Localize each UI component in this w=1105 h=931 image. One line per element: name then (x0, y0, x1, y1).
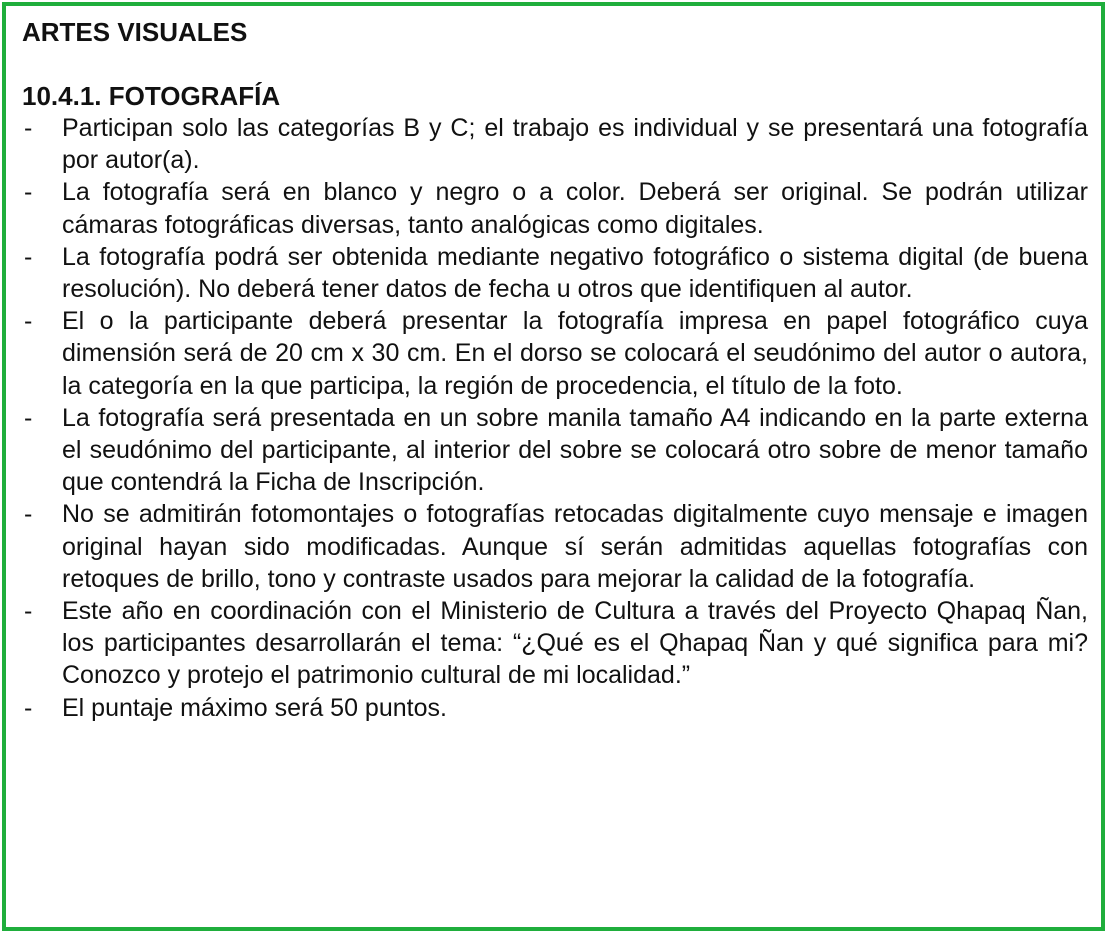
section-title: ARTES VISUALES (22, 17, 248, 47)
bullet-marker: - (24, 500, 33, 529)
document-content (22, 16, 1088, 724)
bullet-item (22, 241, 1088, 305)
bullet-marker: - (24, 178, 33, 207)
bullet-item (22, 402, 1088, 499)
bullet-text: Participan solo las categorías B y C; el trabajo es individual y se presentará una fotografía por autor(a). (62, 114, 1088, 175)
bullet-text: La fotografía será presentada en un sobre manila tamaño A4 indicando en la parte externa el seudónimo del participante, al interior del sobre se colocará otro sobre de menor tamaño que contendrá la Ficha de Inscripción. (62, 403, 1088, 497)
bullet-marker: - (24, 403, 33, 432)
bullet-marker: - (24, 597, 33, 626)
bullet-text: El puntaje máximo será 50 puntos. (62, 693, 447, 722)
bullet-marker: - (24, 307, 33, 336)
bullet-text: El o la participante deberá presentar la fotografía impresa en papel fotográfico cuya dimensión será de 20 cm x 30 cm. En el dorso se colocará el seudónimo del autor o autora, la categoría en la que participa, la región de procedencia, el título de la foto. (62, 307, 1088, 400)
bullet-marker: - (24, 693, 33, 722)
document-frame (2, 2, 1105, 931)
bullet-item (22, 176, 1088, 240)
bullet-item (22, 498, 1088, 595)
bullet-item (22, 305, 1088, 402)
bullet-text: La fotografía podrá ser obtenida mediante negativo fotográfico o sistema digital (de buena resolución). No deberá tener datos de fecha u otros que identifiquen al autor. (62, 242, 1088, 304)
bullet-item (22, 692, 1088, 724)
bullet-text: Este año en coordinación con el Ministerio de Cultura a través del Proyecto Qhapaq Ñan, los participantes desarrollarán el tema: “¿Qué es el Qhapaq Ñan y qué significa para mi? Conozco y protejo el patrimonio cultural de mi localidad.” (62, 597, 1088, 690)
bullet-text: La fotografía será en blanco y negro o a color. Deberá ser original. Se podrán utilizar cámaras fotográficas diversas, tanto analógicas como digitales. (62, 178, 1088, 239)
subsection-title: 10.4.1. FOTOGRAFÍA (22, 81, 281, 111)
bullet-item (22, 595, 1088, 692)
bullet-list (22, 112, 1088, 724)
bullet-item (22, 112, 1088, 176)
bullet-text: No se admitirán fotomontajes o fotografías retocadas digitalmente cuyo mensaje e imagen original hayan sido modificadas. Aunque sí serán admitidas aquellas fotografías con retoques de brillo, tono y contraste usados para mejorar la calidad de la fotografía. (62, 500, 1088, 593)
bullet-marker: - (24, 114, 33, 142)
bullet-marker: - (24, 242, 33, 271)
